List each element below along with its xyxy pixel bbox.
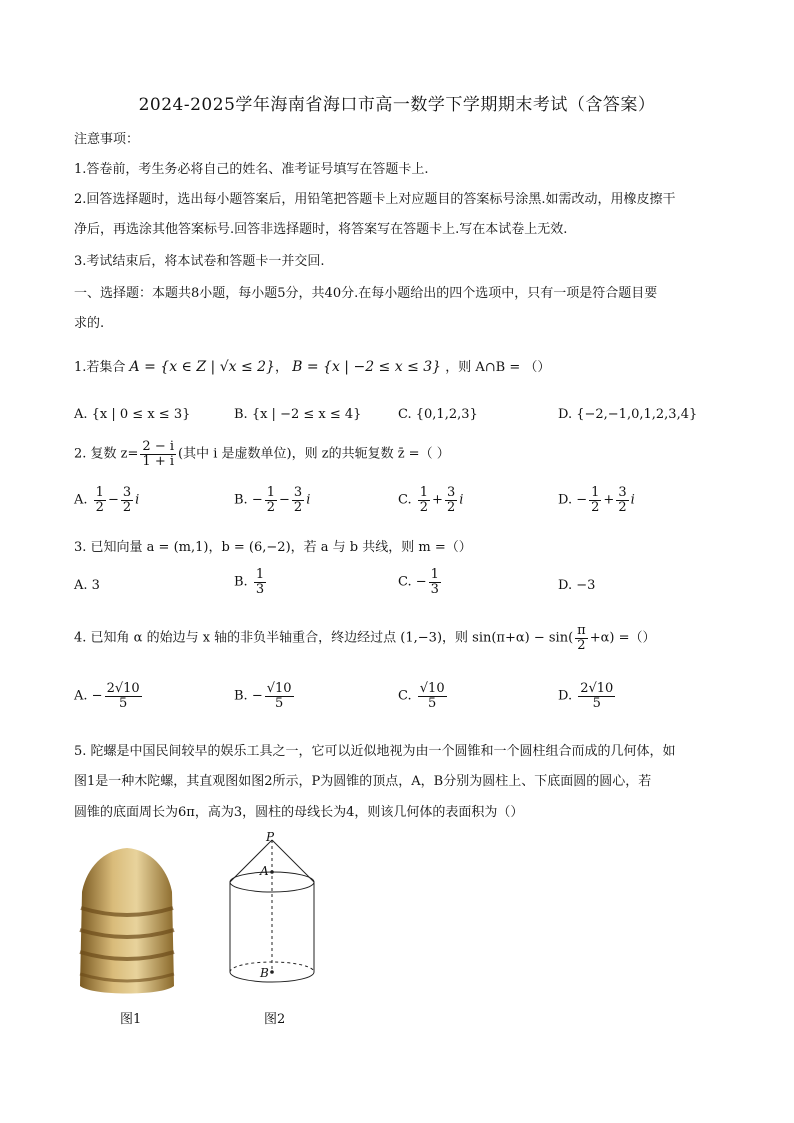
option-label: C. (398, 492, 412, 508)
fraction (292, 486, 304, 514)
question-4 (74, 624, 655, 652)
notice-item: 3.考试结束后，将本试卷和答题卡一并交回. (74, 254, 325, 269)
numerator: 1 (430, 567, 439, 582)
option-label: C. (398, 688, 412, 704)
notice-item: 2.回答选择题时，选出每小题答案后，用铅笔把答题卡上对应题目的答案标号涂黑.如需改动，用橡皮擦干 (74, 192, 676, 207)
point-a-label: A (260, 864, 269, 878)
numerator: 1 (419, 485, 429, 500)
denominator: 5 (428, 695, 437, 711)
question-1-sep: ， (274, 360, 288, 375)
notice-item: 1.答卷前，考生务必将自己的姓名、准考证号填写在答题卡上. (74, 162, 429, 177)
point-p-label: P (266, 830, 275, 844)
fraction (140, 440, 176, 468)
denominator: 3 (255, 581, 265, 597)
denominator: 2 (577, 637, 586, 653)
denominator: 2 (419, 499, 429, 515)
question-5-cont: 图1是一种木陀螺，其直观图如图2所示，P为圆锥的顶点，A，B分别为圆柱上、下底面圆的圆心，若 (74, 774, 652, 789)
numerator: 3 (293, 485, 303, 500)
option-c (398, 568, 443, 596)
denominator: 2 (266, 499, 276, 515)
option-label: A. (74, 492, 88, 508)
fraction (429, 568, 441, 596)
question-1-suffix: ，则 A∩B = （） (445, 360, 551, 375)
fraction (575, 624, 588, 652)
fraction (418, 682, 447, 710)
sign: − (576, 492, 588, 508)
denominator: 2 (95, 499, 104, 515)
option-label: C. (398, 574, 412, 590)
option-d (558, 682, 617, 710)
fraction (589, 486, 601, 514)
option-b (234, 682, 296, 710)
denominator: 3 (430, 581, 439, 597)
sign: − (251, 492, 263, 508)
fraction (265, 486, 277, 514)
denominator: 2 (446, 499, 456, 515)
question-1 (74, 356, 550, 375)
page-title: 2024-2025学年海南省海口市高一数学下学期期末考试（含答案） (138, 95, 656, 115)
set-b: B = {x | −2 ≤ x ≤ 3} (292, 359, 442, 375)
question-4-text-end: +α) =（） (589, 630, 656, 646)
option-d (558, 578, 595, 593)
option-c (398, 682, 449, 710)
numerator: 1 (266, 485, 276, 500)
fraction (578, 682, 615, 710)
option-label: A. (74, 578, 88, 593)
fraction (445, 486, 457, 514)
question-3: 3. 已知向量 a = (m,1)，b = (6,−2)，若 a 与 b 共线，则 m =（） (74, 540, 472, 555)
question-2-suffix: (其中 i 是虚数单位)，则 z的共轭复数 z̄ =（ ） (178, 446, 450, 462)
numerator: 1 (95, 485, 104, 500)
denominator: 5 (118, 695, 128, 711)
question-5-cont: 圆锥的底面周长为6π，高为3，圆柱的母线长为4，则该几何体的表面积为（） (74, 805, 524, 820)
option-a (74, 682, 144, 710)
option-value: −3 (576, 578, 596, 593)
option-label: B. (234, 574, 248, 590)
option-d: D. {−2,−1,0,1,2,3,4} (558, 407, 698, 422)
imag-unit: i (630, 492, 635, 508)
denominator: 2 (122, 499, 132, 515)
option-label: B. (234, 492, 248, 508)
sign: − (91, 688, 103, 704)
denominator: 2 (293, 499, 303, 515)
imag-unit: i (135, 492, 140, 508)
numerator: 1 (255, 567, 265, 582)
imag-unit: i (306, 492, 311, 508)
imag-unit: i (459, 492, 464, 508)
fraction (616, 486, 628, 514)
option-a (74, 578, 100, 593)
option-label: D. (558, 578, 573, 593)
question-5: 5. 陀螺是中国民间较早的娱乐工具之一，它可以近似地视为由一个圆锥和一个圆柱组合而成的几何体，如 (74, 744, 676, 759)
numerator: 2√10 (580, 681, 614, 696)
cone-cylinder-diagram (222, 826, 322, 1002)
option-d (558, 486, 635, 514)
figure-2-label: 图2 (264, 1012, 286, 1027)
numerator: 3 (446, 485, 456, 500)
operator: − (279, 492, 290, 508)
section-heading: 一、选择题：本题共8小题，每小题5分，共40分.在每小题给出的四个选项中，只有一项是符合题目要 (74, 286, 658, 301)
option-b (234, 568, 268, 596)
operator: + (603, 492, 615, 508)
denominator: 2 (591, 499, 600, 515)
numerator: 3 (122, 485, 132, 500)
fraction (94, 486, 106, 514)
point-b-label: B (260, 966, 269, 980)
figure-1-label: 图1 (120, 1012, 142, 1027)
operator: − (107, 492, 119, 508)
numerator: π (577, 623, 586, 638)
wooden-top-image (72, 846, 182, 998)
option-a (74, 486, 139, 514)
option-c: C. {0,1,2,3} (398, 407, 478, 422)
option-c (398, 486, 463, 514)
numerator: √10 (419, 681, 445, 696)
denominator: 2 (618, 499, 627, 515)
option-label: B. (234, 688, 248, 704)
fraction (121, 486, 133, 514)
sign: − (415, 574, 427, 590)
numerator: 2√10 (106, 681, 140, 696)
option-value: 3 (91, 578, 100, 593)
option-label: D. (558, 688, 573, 704)
numerator: 2 − i (142, 439, 175, 454)
section-heading-cont: 求的. (74, 316, 105, 331)
denominator: 1 + i (142, 453, 175, 469)
fraction (105, 682, 142, 710)
option-a: A. {x | 0 ≤ x ≤ 3} (74, 407, 191, 422)
option-b (234, 486, 310, 514)
notice-item: 净后，再选涂其他答案标号.回答非选择题时，将答案写在答题卡上.写在本试卷上无效. (74, 222, 568, 237)
question-2-prefix: 2. 复数 z= (74, 446, 139, 462)
question-2 (74, 440, 450, 468)
operator: + (432, 492, 443, 508)
notice-heading: 注意事项： (74, 132, 140, 147)
numerator: 3 (618, 485, 627, 500)
option-label: A. (74, 688, 88, 704)
sign: − (251, 688, 263, 704)
numerator: √10 (266, 681, 292, 696)
fraction (418, 486, 430, 514)
denominator: 5 (275, 695, 284, 711)
question-1-prefix: 1.若集合 (74, 360, 126, 375)
denominator: 5 (592, 695, 601, 711)
fraction (254, 568, 266, 596)
fraction (265, 682, 294, 710)
numerator: 1 (591, 485, 600, 500)
question-4-text: 4. 已知角 α 的始边与 x 轴的非负半轴重合，终边经过点 (1,−3)，则 sin(π+α) − sin( (74, 630, 574, 646)
set-a: A = {x ∈ Z | √x ≤ 2} (129, 359, 275, 375)
option-label: D. (558, 492, 573, 508)
option-b: B. {x | −2 ≤ x ≤ 4} (234, 407, 362, 422)
